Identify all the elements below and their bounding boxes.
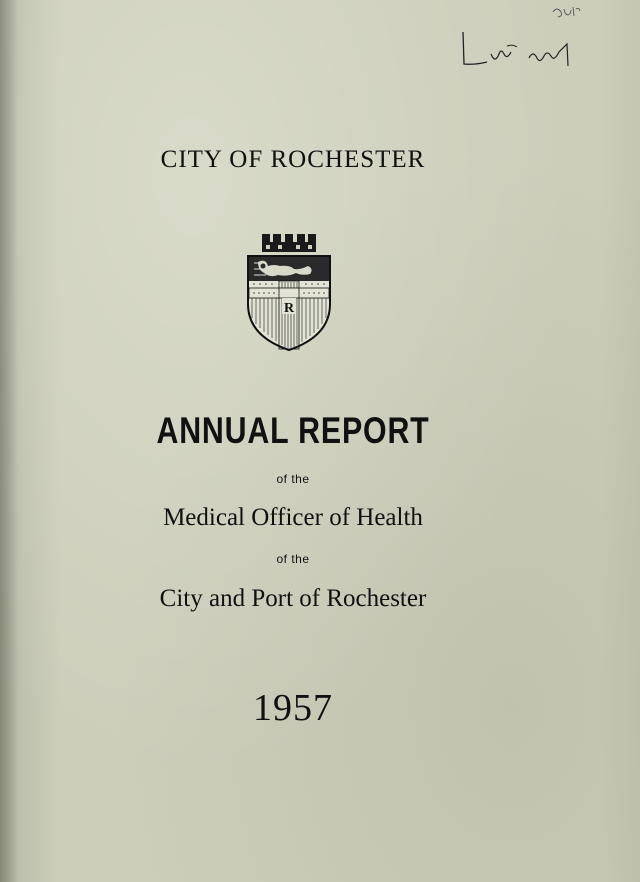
port-line: City and Port of Rochester	[159, 585, 427, 612]
svg-text:R: R	[283, 301, 295, 316]
handwritten-library-note	[455, 2, 605, 82]
connector-of-the-1: of the	[276, 472, 310, 486]
connector-of-the-2: of the	[276, 552, 310, 566]
report-title: ANNUAL REPORT	[156, 410, 430, 451]
officer-line: Medical Officer of Health	[163, 504, 423, 531]
binding-shadow	[0, 0, 18, 882]
report-year: 1957	[253, 687, 333, 729]
city-heading: CITY OF ROCHESTER	[160, 146, 426, 173]
coat-of-arms-icon	[246, 232, 332, 352]
